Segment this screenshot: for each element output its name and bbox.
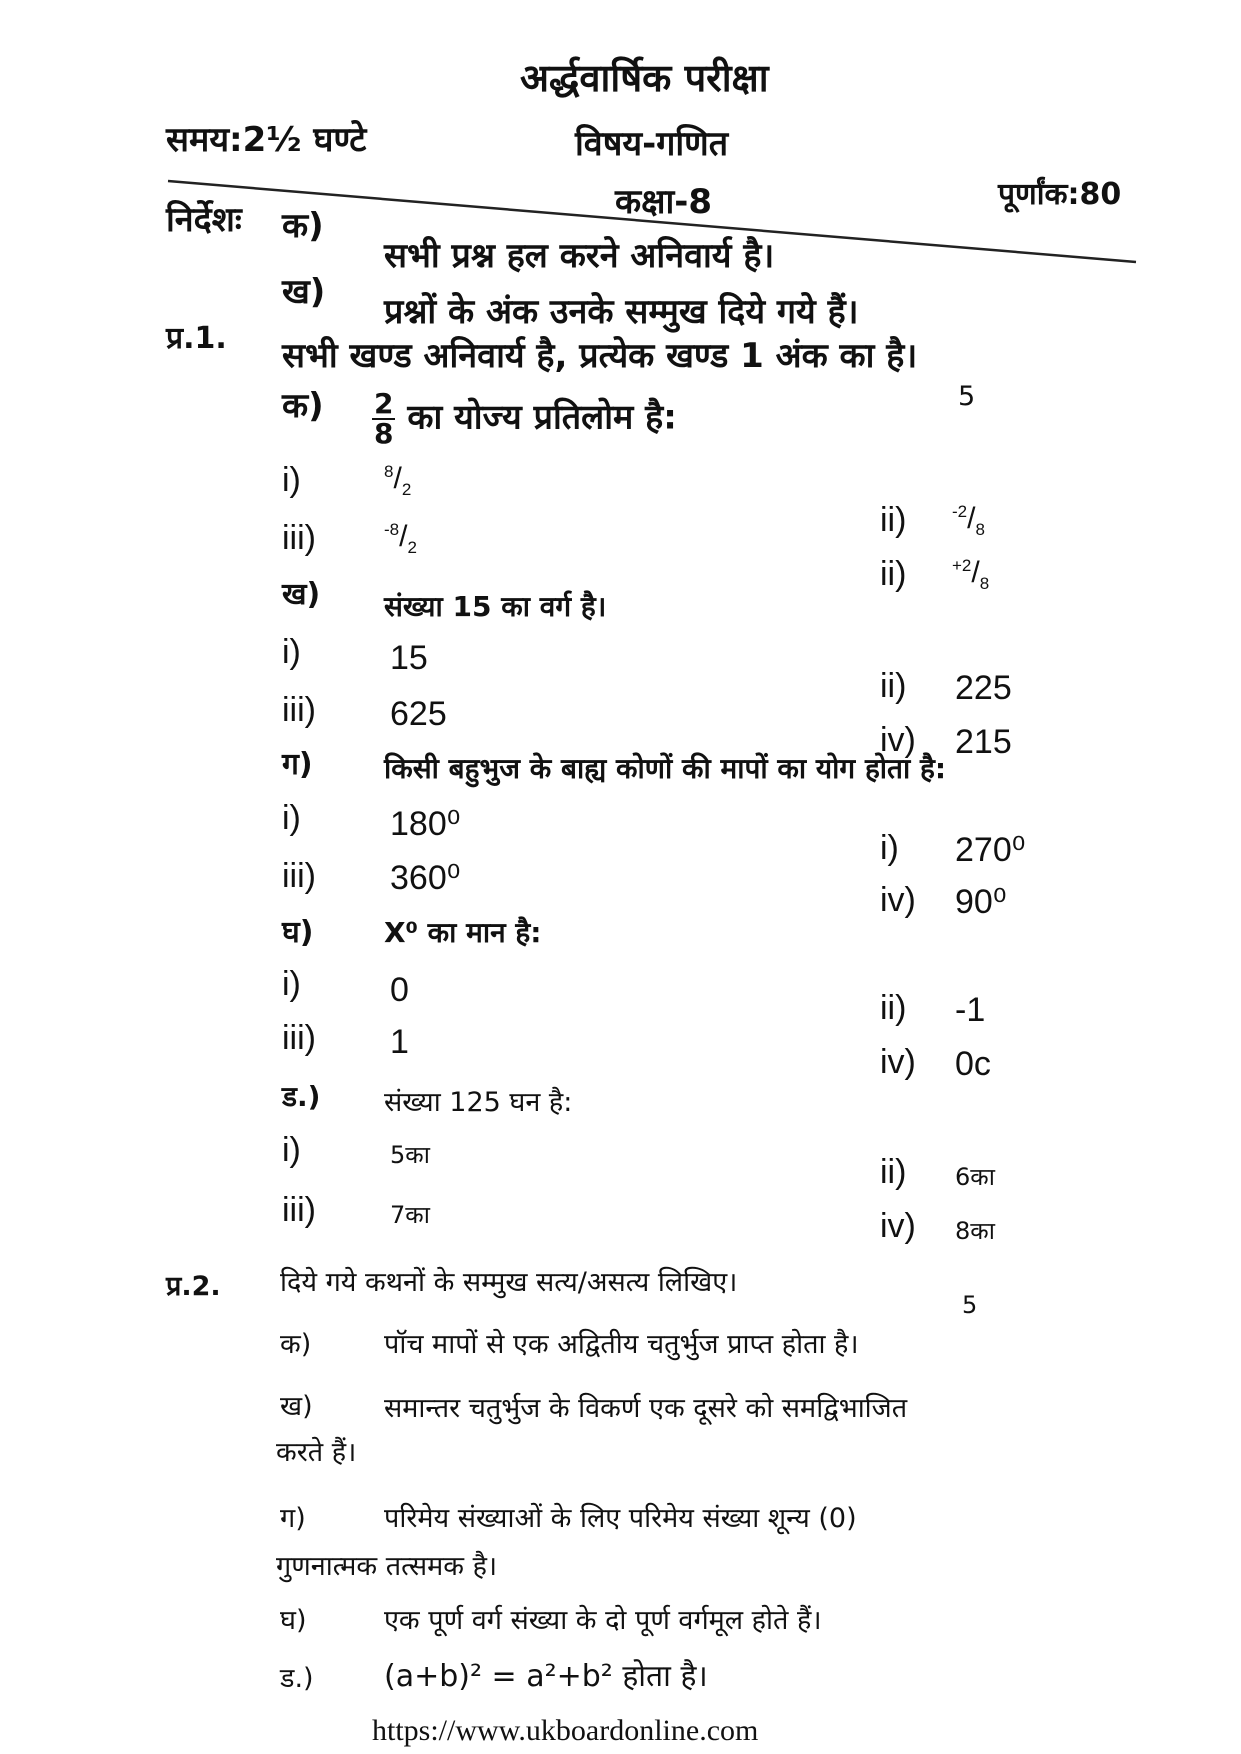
option-value: $^{-2}/_8$ (952, 502, 985, 539)
exam-subject: विषय-गणित (575, 124, 729, 164)
option-marker: iv) (880, 1043, 916, 1081)
statement-marker: ख) (280, 1391, 313, 1422)
option-marker: iii) (282, 857, 316, 895)
part-marker: ख) (282, 577, 321, 612)
statement-marker: क) (280, 1329, 312, 1360)
option-value: 625 (390, 695, 447, 733)
option-marker: i) (880, 829, 899, 867)
option-value: 1 (390, 1023, 409, 1061)
option-value: 0 (390, 971, 409, 1009)
option-value: 7का (390, 1201, 430, 1229)
option-marker: i) (282, 633, 301, 671)
option-marker: iii) (282, 1019, 316, 1057)
option-value: 225 (955, 669, 1012, 707)
option-value: 270⁰ (955, 831, 1026, 869)
option-value: 0c (955, 1045, 991, 1083)
instruction-text: सभी प्रश्न हल करने अनिवार्य है। (384, 236, 775, 276)
option-marker: iv) (880, 1207, 916, 1245)
option-marker: ii) (880, 667, 907, 705)
statement-text: परिमेय संख्याओं के लिए परिमेय संख्या शून्य (0) (384, 1503, 857, 1534)
option-value: 215 (955, 723, 1012, 761)
part-marker: ग) (282, 747, 313, 782)
statement-text: समान्तर चतुर्भुज के विकर्ण एक दूसरे को समद्विभाजित (384, 1393, 908, 1424)
website-url[interactable]: https://www.ukboardonline.com (372, 1714, 759, 1747)
part-question (372, 387, 677, 450)
exam-class: कक्षा-8 (615, 182, 713, 222)
option-marker: iv) (880, 881, 916, 919)
q2-label: प्र.2. (166, 1271, 221, 1302)
option-value: 180⁰ (390, 805, 461, 843)
option-marker: ii) (880, 555, 907, 593)
option-value: 15 (390, 639, 428, 677)
max-marks: पूर्णांक:80 (998, 177, 1122, 212)
option-value: 5का (390, 1141, 430, 1169)
instruction-text: प्रश्नों के अंक उनके सम्मुख दिये गये हैं। (384, 292, 859, 332)
part-text: संख्या 15 का वर्ग है। (384, 590, 607, 623)
option-value: 8का (955, 1217, 995, 1245)
part-marker: घ) (282, 915, 314, 950)
fraction (372, 387, 395, 450)
q1-text: सभी खण्ड अनिवार्य है, प्रत्येक खण्ड 1 अंक का है। (282, 336, 918, 376)
statement-marker: ड.) (280, 1663, 314, 1694)
option-value: 6का (955, 1163, 995, 1191)
exam-title: अर्द्धवार्षिक परीक्षा (520, 56, 769, 100)
q1-marks: 5 (958, 381, 976, 412)
option-marker: iii) (282, 519, 316, 557)
option-marker: ii) (880, 1153, 907, 1191)
instructions-label: निर्देशः (166, 200, 242, 240)
option-marker: i) (282, 965, 301, 1003)
statement-text: (a+b)² = a²+b² होता है। (384, 1659, 708, 1694)
statement-continuation: गुणनात्मक तत्समक है। (276, 1551, 498, 1582)
denominator: 8 (374, 417, 394, 450)
option-marker: i) (282, 1131, 301, 1169)
statement-continuation: करते हैं। (276, 1437, 357, 1468)
option-value: 90⁰ (955, 883, 1007, 921)
option-value: $^8/_2$ (384, 462, 412, 499)
option-value: 360⁰ (390, 859, 461, 897)
numerator: 2 (374, 387, 394, 420)
part-text: X⁰ का मान है: (384, 916, 542, 949)
part-text: संख्या 125 घन है: (384, 1087, 573, 1118)
part-text: किसी बहुभुज के बाह्य कोणों की मापों का योग होता है: (384, 752, 947, 785)
part-text: का योज्य प्रतिलोम है: (407, 397, 677, 438)
option-marker: iii) (282, 1191, 316, 1229)
statement-text: पॉच मापों से एक अद्वितीय चतुर्भुज प्राप्त होता है। (384, 1329, 859, 1360)
exam-time: समय:2½ घण्टे (166, 120, 367, 160)
instruction-marker: क) (282, 206, 324, 246)
option-marker: ii) (880, 989, 907, 1027)
option-marker: iii) (282, 691, 316, 729)
statement-marker: ग) (280, 1503, 306, 1534)
q1-label: प्र.1. (166, 321, 227, 356)
part-marker: ड.) (282, 1080, 321, 1113)
option-value: $^{+2}/_8$ (952, 556, 990, 593)
option-value: $^{-8}/_2$ (384, 520, 417, 557)
option-marker: i) (282, 461, 301, 499)
part-marker: क) (282, 386, 324, 426)
option-marker: ii) (880, 501, 907, 539)
instruction-marker: ख) (282, 272, 326, 312)
option-marker: iv) (880, 721, 916, 759)
statement-text: एक पूर्ण वर्ग संख्या के दो पूर्ण वर्गमूल होते हैं। (384, 1605, 822, 1636)
statement-marker: घ) (280, 1605, 307, 1636)
option-value: -1 (955, 991, 986, 1029)
q2-text: दिये गये कथनों के सम्मुख सत्य/असत्य लिखिए। (280, 1267, 738, 1298)
option-marker: i) (282, 799, 301, 837)
q2-marks: 5 (962, 1291, 978, 1319)
